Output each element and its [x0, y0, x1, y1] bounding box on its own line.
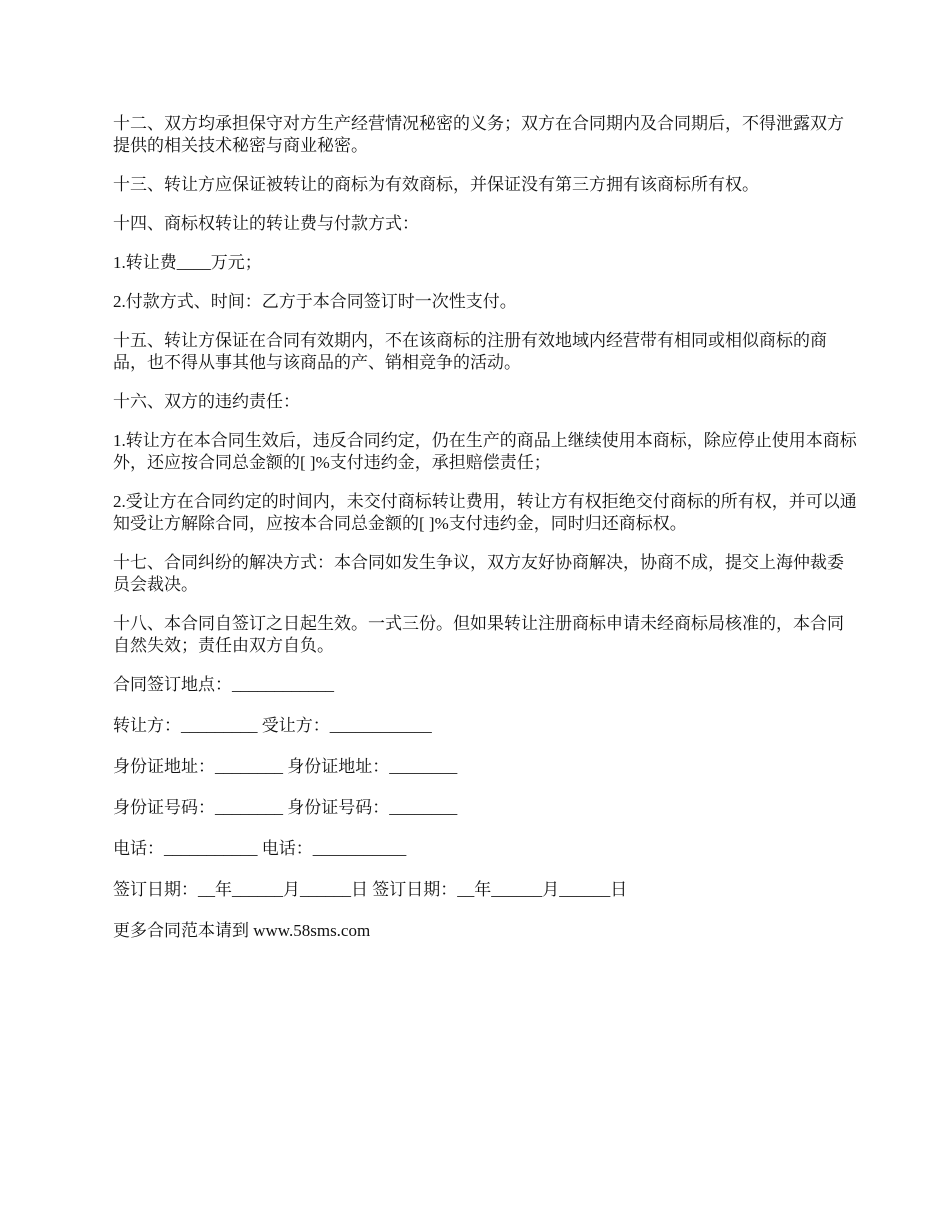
- signing-date-line: 签订日期：__年______月______日 签订日期：__年______月______日: [113, 880, 628, 899]
- id-address-line: 身份证地址：________ 身份证地址：________: [113, 757, 458, 776]
- clause-14-fee: 1.转让费____万元；: [113, 253, 262, 272]
- more-templates-note: 更多合同范本请到 www.58sms.com: [113, 921, 371, 940]
- clause-14-payment: 2.付款方式、时间：乙方于本合同签订时一次性支付。: [113, 292, 517, 311]
- clause-17: 十七、合同纠纷的解决方式：本合同如发生争议，双方友好协商解决，协商不成，提交上海仲裁委员会裁决。: [113, 553, 844, 594]
- clause-18: 十八、本合同自签订之日起生效。一式三份。但如果转让注册商标申请未经商标局核准的，本合同自然失效；责任由双方自负。: [113, 614, 844, 655]
- clause-16-heading: 十六、双方的违约责任：: [113, 392, 300, 411]
- signing-place-line: 合同签订地点：____________: [113, 675, 334, 694]
- clause-16-item-1: 1.转让方在本合同生效后，违反合同约定，仍在生产的商品上继续使用本商标，除应停止使用本商标外，还应按合同总金额的[ ]%支付违约金，承担赔偿责任；: [113, 431, 857, 472]
- contract-page: [113, 113, 858, 961]
- clause-14-heading: 十四、商标权转让的转让费与付款方式：: [113, 214, 419, 233]
- clause-13: 十三、转让方应保证被转让的商标为有效商标，并保证没有第三方拥有该商标所有权。: [113, 175, 759, 194]
- phone-line: 电话：___________ 电话：___________: [113, 839, 407, 858]
- parties-line: 转让方：_________ 受让方：____________: [113, 716, 432, 735]
- clause-16-item-2: 2.受让方在合同约定的时间内，未交付商标转让费用，转让方有权拒绝交付商标的所有权，并可以通知受让方解除合同，应按本合同总金额的[ ]%支付违约金，同时归还商标权。: [113, 492, 857, 533]
- clause-15: 十五、转让方保证在合同有效期内，不在该商标的注册有效地域内经营带有相同或相似商标的商品，也不得从事其他与该商品的产、销相竞争的活动。: [113, 331, 827, 372]
- clause-12: 十二、双方均承担保守对方生产经营情况秘密的义务；双方在合同期内及合同期后，不得泄露双方提供的相关技术秘密与商业秘密。: [113, 114, 844, 155]
- id-number-line: 身份证号码：________ 身份证号码：________: [113, 798, 458, 817]
